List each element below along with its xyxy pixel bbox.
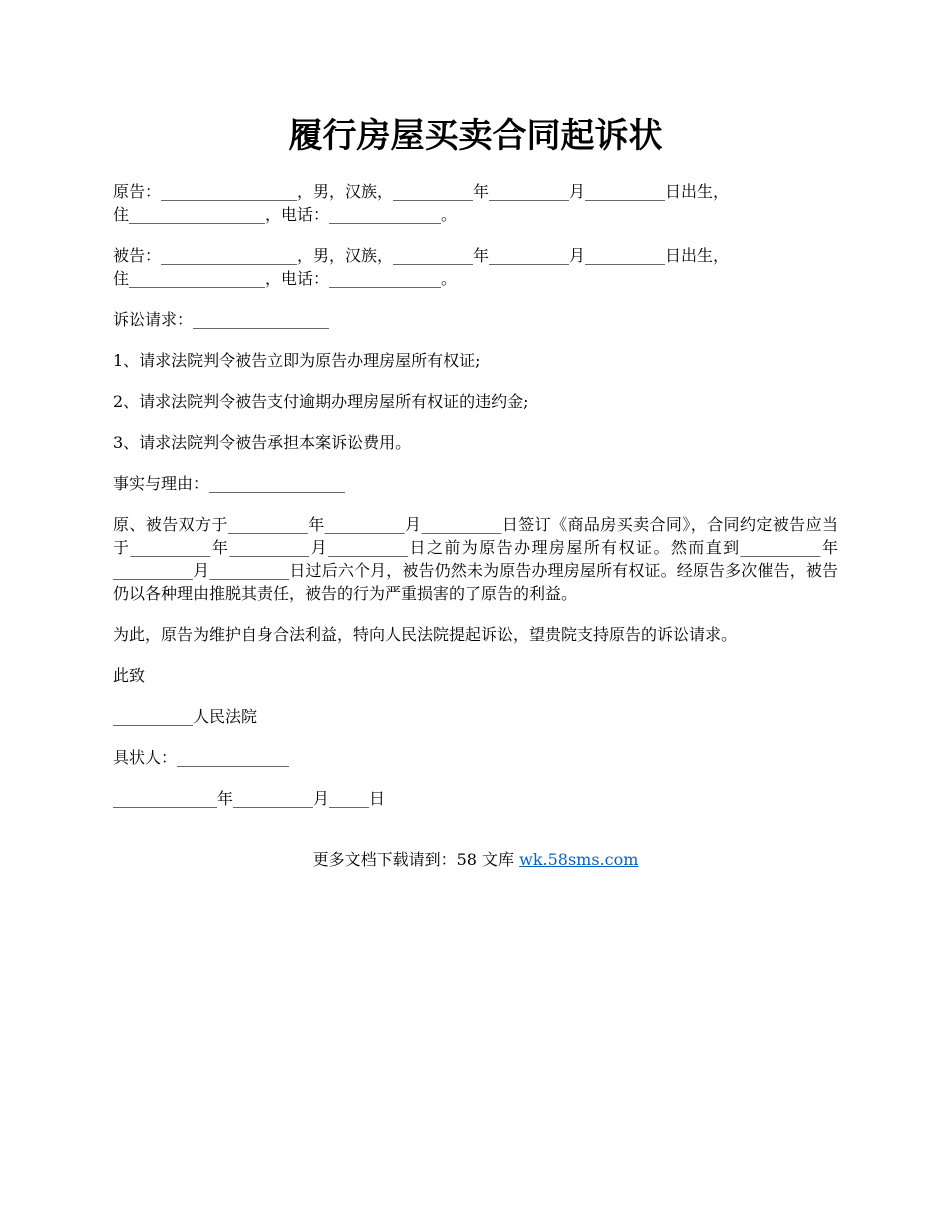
claims-heading: 诉讼请求：_________________ (113, 310, 330, 329)
plaintiff-line-2: 住_________________，电话：______________。 (113, 205, 458, 224)
plaintiff-line-1: 原告：_________________，男，汉族，__________年__________月__________日出生， (113, 182, 730, 201)
claim-item-1: 1、请求法院判令被告立即为原告办理房屋所有权证; (113, 351, 481, 370)
claim-item-3: 3、请求法院判令被告承担本案诉讼费用。 (113, 433, 412, 452)
document-title: 履行房屋买卖合同起诉状 (288, 116, 663, 156)
defendant-line-2: 住_________________，电话：______________。 (113, 269, 458, 288)
plaintiff-info (113, 180, 838, 226)
signer-line: 具状人：______________ (113, 748, 290, 767)
claim-item-2: 2、请求法院判令被告支付逾期办理房屋所有权证的违约金; (113, 392, 529, 411)
document-body (113, 180, 838, 828)
footer-link[interactable]: wk.58sms.com (519, 850, 639, 869)
court-name: __________人民法院 (113, 707, 258, 726)
facts-paragraph: 原、被告双方于__________年__________月__________日签订《商品房买卖合同》，合同约定被告应当于__________年__________月__________日之前为原告办理房屋所有权证。然而直到__________年__________月__________日过后六个月，被告仍然未为原告办理房屋所有权证。经原告多次催告，被告仍以各种理由推脱其责任，被告的行为严重损害的了原告的利益。 (113, 515, 838, 603)
salutation: 此致 (113, 666, 146, 685)
footer (113, 848, 838, 871)
defendant-line-1: 被告：_________________，男，汉族，__________年__________月__________日出生， (113, 246, 730, 265)
conclusion-paragraph: 为此，原告为维护自身合法利益，特向人民法院提起诉讼，望贵院支持原告的诉讼请求。 (113, 625, 738, 644)
facts-heading: 事实与理由：_________________ (113, 474, 346, 493)
footer-text: 更多文档下载请到：58 文库 (312, 850, 520, 869)
date-line: _____________年__________月_____日 (113, 789, 386, 808)
defendant-info (113, 244, 838, 290)
